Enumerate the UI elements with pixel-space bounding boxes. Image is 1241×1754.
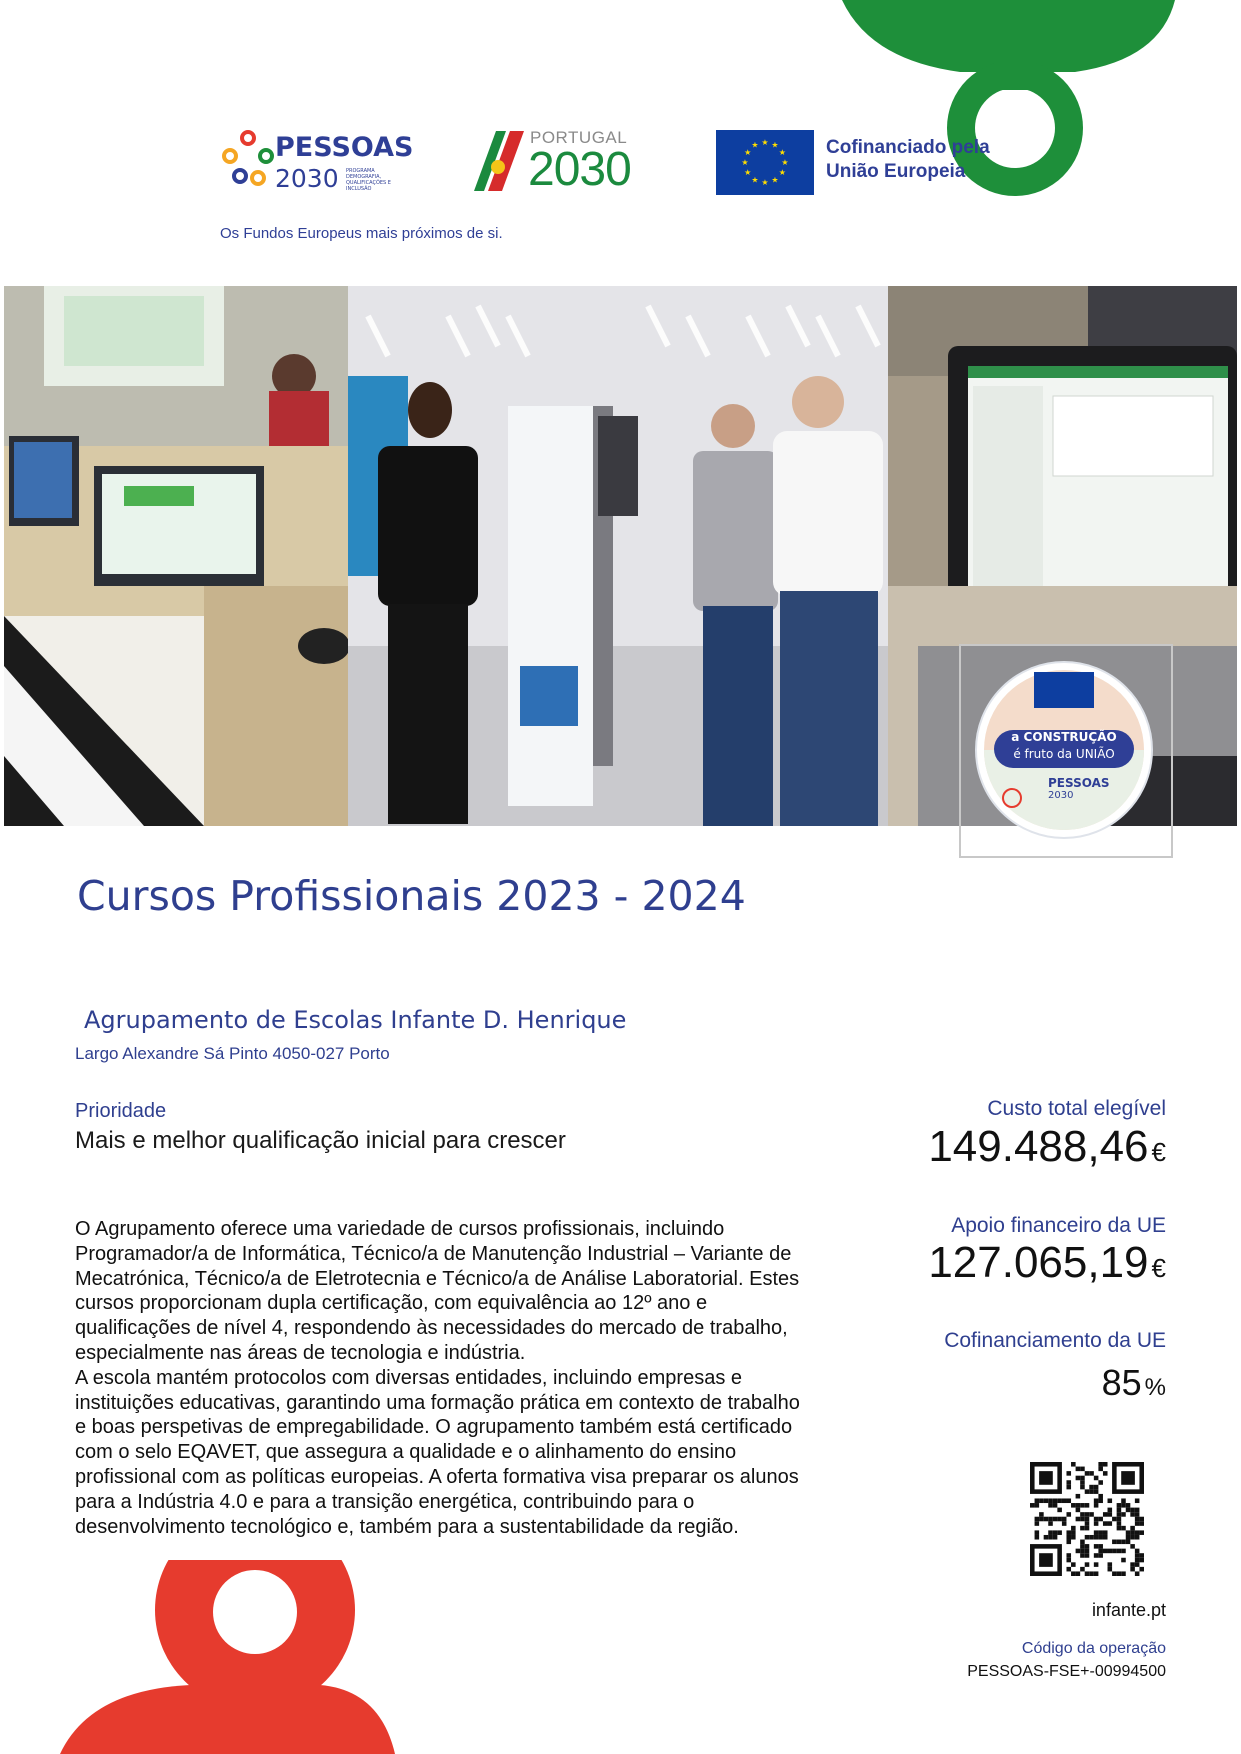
eu-star-icon: ★: [778, 148, 786, 157]
portugal-logo-word: PORTUGAL: [530, 128, 628, 147]
eu-star-icon: ★: [778, 168, 786, 177]
pessoas-2030-logo-mark: [218, 128, 278, 198]
funds-tagline: Os Fundos Europeus mais próximos de si.: [220, 225, 503, 242]
eu-star-icon: ★: [761, 178, 769, 187]
photo-exhibition: [348, 286, 888, 826]
badge-construction-line: a CONSTRUÇÃO: [1011, 730, 1117, 744]
eu-support-amount: 127.065,19: [928, 1238, 1149, 1287]
priority-label: Prioridade: [75, 1100, 167, 1122]
eu-star-icon: ★: [744, 148, 752, 157]
photo-classroom: [4, 286, 348, 826]
operation-code-label: Código da operação: [1021, 1640, 1166, 1657]
eu-star-icon: ★: [771, 140, 779, 150]
eu-flag-icon: [716, 130, 814, 195]
organization-name: Agrupamento de Escolas Infante D. Henrique: [84, 1006, 627, 1034]
currency-symbol: €: [1151, 1253, 1166, 1283]
decorative-red-shape: [0, 1540, 500, 1754]
eu-star-icon: ★: [744, 168, 752, 177]
currency-symbol: €: [1151, 1137, 1166, 1167]
description-paragraph-2: A escola mantém protocolos com diversas entidades, incluindo empresas e instituições educativas, garantindo uma formação prática em contexto de trabalho e boas perspetivas de empregabilidade. O agrupamento também está certificado com o selo EQAVET, que assegura a qualidade e o alinhamento do ensino profissional com as políticas europeias. A oferta formativa visa preparar os alunos para a Indústria 4.0 e para a transição energética, contribuindo para o desenvolvimento tecnológico e, também para a sustentabilidade da região.: [75, 1366, 800, 1538]
page-title: Cursos Profissionais 2023 - 2024: [77, 872, 746, 920]
total-cost-value: [928, 1122, 1166, 1172]
eu-cofinancing-value: [1102, 1362, 1166, 1404]
eu-star-icon: ★: [751, 140, 759, 150]
badge-year: 2030: [1048, 790, 1074, 801]
eu-cofinanced-text: Cofinanciado pela União Europeia: [826, 137, 990, 182]
badge-union-line: é fruto da UNIÃO: [1013, 747, 1115, 761]
organization-address: Largo Alexandre Sá Pinto 4050-027 Porto: [75, 1044, 390, 1063]
pessoas-logo-subtitle: PROGRAMA DEMOGRAFIA, QUALIFICAÇÕES E INCLUSÃO: [346, 168, 391, 192]
decorative-green-shape: [0, 0, 1241, 240]
eu-star-icon: ★: [781, 158, 789, 167]
eu-star-icon: ★: [751, 175, 759, 185]
priority-value: Mais e melhor qualificação inicial para crescer: [75, 1127, 566, 1154]
eu-cofinancing-label: Cofinanciamento da UE: [944, 1329, 1166, 1352]
eu-star-icon: ★: [771, 175, 779, 185]
eu-cofinancing-amount: 85: [1101, 1362, 1142, 1403]
eu-star-icon: ★: [761, 138, 769, 147]
description-paragraph-1: O Agrupamento oferece uma variedade de cursos profissionais, incluindo Programador/a de Informática, Técnico/a de Manutenção Industrial – Variante de Mecatrónica, Técnico/a de Eletrotecnia e Técnico/a de Análise Laboratorial. Estes cursos proporcionam dupla certificação, com equivalência ao 12º ano e qualificações de nível 4, respondendo às necessidades do mercado de trabalho, especialmente nas áreas de tecnologia e indústria.: [75, 1218, 800, 1364]
eu-star-icon: ★: [741, 158, 749, 167]
badge-pessoas: PESSOAS: [1048, 776, 1110, 790]
portugal-flag-mark: [474, 131, 524, 191]
total-cost-label: Custo total elegível: [987, 1097, 1166, 1120]
project-description: [75, 1217, 815, 1539]
eu-support-label: Apoio financeiro da UE: [951, 1214, 1166, 1237]
percent-symbol: %: [1144, 1374, 1166, 1401]
operation-code: PESSOAS-FSE+-00994500: [967, 1663, 1166, 1680]
qr-code[interactable]: [1030, 1462, 1144, 1576]
pessoas-logo-year: 2030: [275, 164, 339, 193]
pessoas-logo-word: PESSOAS: [275, 132, 414, 163]
portugal-logo-year: 2030: [528, 143, 631, 196]
total-cost-amount: 149.488,46: [928, 1122, 1149, 1171]
website-link[interactable]: infante.pt: [1091, 1600, 1166, 1620]
eu-support-value: [928, 1238, 1166, 1288]
